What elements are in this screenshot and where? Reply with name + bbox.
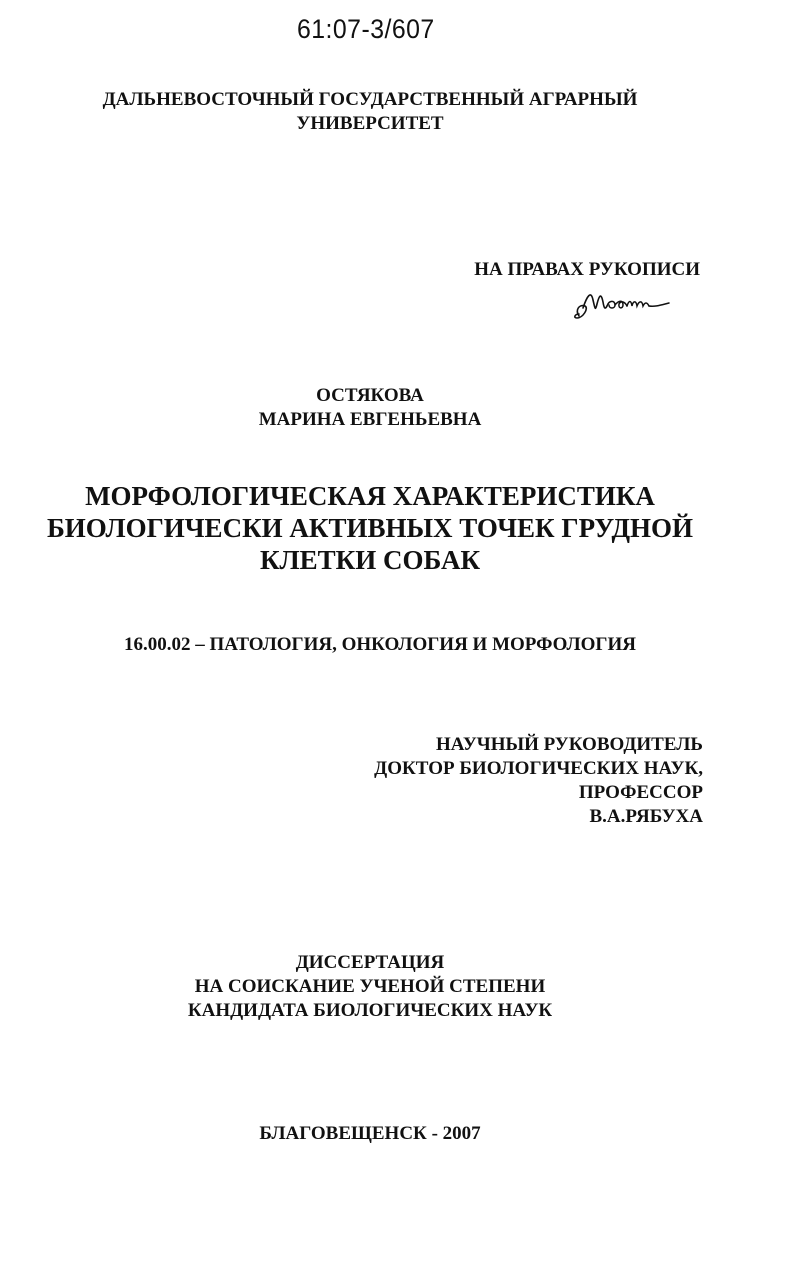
university-line-1: ДАЛЬНЕВОСТОЧНЫЙ ГОСУДАРСТВЕННЫЙ АГРАРНЫЙ [102,89,638,110]
university-name [60,88,680,136]
supervisor-line-2: ДОКТОР БИОЛОГИЧЕСКИХ НАУК, [374,758,703,779]
title-line-1: МОРФОЛОГИЧЕСКАЯ ХАРАКТЕРИСТИКА [85,481,655,511]
city-and-year: БЛАГОВЕЩЕНСК - 2007 [259,1123,481,1144]
supervisor-line-3: ПРОФЕССОР [578,782,703,803]
archive-code: 61:07-3/607 [297,14,435,44]
degree-line-3: КАНДИДАТА БИОЛОГИЧЕСКИХ НАУК [187,1000,553,1021]
signature-image [565,278,675,326]
dissertation-title [30,480,710,576]
title-line-2: БИОЛОГИЧЕСКИ АКТИВНЫХ ТОЧЕК ГРУДНОЙ [46,513,694,543]
scientific-supervisor [300,733,703,829]
author-given-names: МАРИНА ЕВГЕНЬЕВНА [258,409,482,430]
degree-statement [120,951,620,1023]
title-line-3: КЛЕТКИ СОБАК [259,545,481,575]
supervisor-line-1: НАУЧНЫЙ РУКОВОДИТЕЛЬ [435,734,703,755]
author-name [200,384,540,432]
manuscript-rights: НА ПРАВАХ РУКОПИСИ [474,259,700,280]
degree-line-1: ДИССЕРТАЦИЯ [295,952,445,973]
university-line-2: УНИВЕРСИТЕТ [296,113,444,134]
specialty-code: 16.00.02 – ПАТОЛОГИЯ, ОНКОЛОГИЯ И МОРФОЛОГИЯ [123,634,636,655]
author-surname: ОСТЯКОВА [316,385,424,406]
degree-line-2: НА СОИСКАНИЕ УЧЕНОЙ СТЕПЕНИ [194,976,546,997]
supervisor-line-4: В.А.РЯБУХА [589,806,703,827]
